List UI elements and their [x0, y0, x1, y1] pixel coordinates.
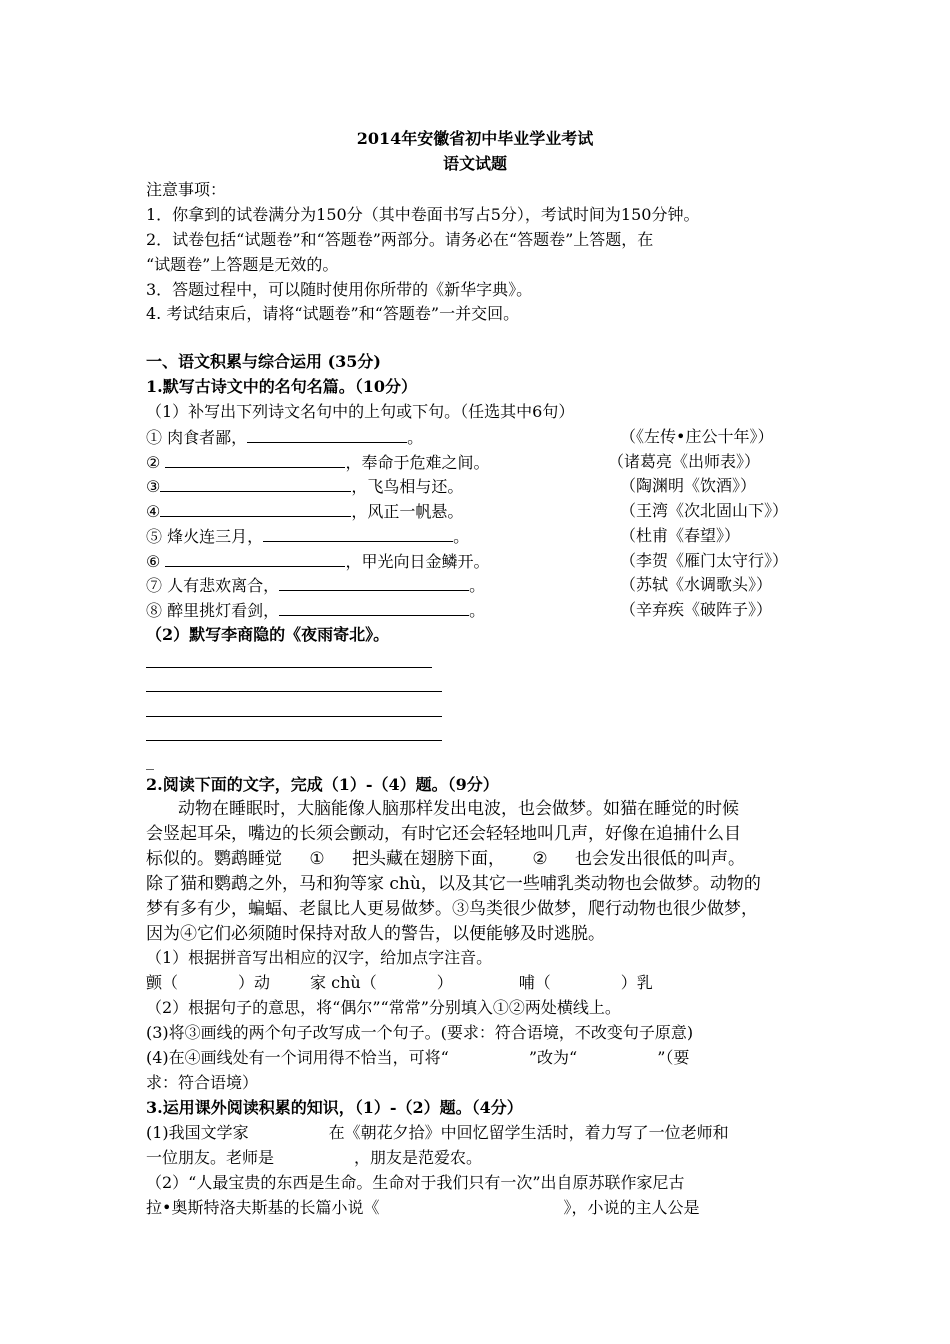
question-3-line: (1)我国文学家 在《朝花夕拾》中回忆留学生活时，着力写了一位老师和 — [146, 1123, 729, 1142]
blank-marker-2[interactable]: ② — [532, 849, 548, 869]
notice-item: 2．试卷包括“试题卷”和“答题卷”两部分。请务必在“答题卷”上答题，在 — [146, 230, 654, 249]
question-3-line: （2）“人最宝贵的东西是生命。生命对于我们只有一次”出自原苏联作家尼古 — [146, 1173, 685, 1192]
trailing-mark: _ — [146, 751, 154, 770]
answer-blank[interactable] — [160, 499, 351, 517]
answer-line[interactable] — [146, 667, 432, 668]
fill-line-3: ③ ，飞鸟相与还。 — [146, 474, 463, 499]
passage-line: 动物在睡眠时，大脑能像人脑那样发出电波，也会做梦。如猫在睡觉的时候 — [178, 799, 739, 819]
question-2-sub4-cont: 求：符合语境） — [146, 1073, 259, 1092]
exam-title: 2014年安徽省初中毕业学业考试 — [356, 129, 594, 148]
question-3-line: 一位朋友。老师是 ，朋友是范爱农。 — [146, 1148, 483, 1167]
passage-line: 除了猫和鹦鹉之外，马和狗等家 chù，以及其它一些哺乳类动物也会做梦。动物的 — [146, 874, 761, 894]
answer-blank[interactable] — [279, 573, 469, 591]
passage-line: 因为④它们必须随时保持对敌人的警告，以便能够及时逃脱。 — [146, 924, 605, 944]
question-3-line: 拉•奥斯特洛夫斯基的长篇小说《 》，小说的主人公是 — [146, 1198, 700, 1217]
answer-line[interactable] — [146, 740, 442, 741]
notice-item: 4. 考试结束后，请将“试题卷”和“答题卷”一并交回。 — [146, 304, 520, 323]
answer-blank[interactable] — [279, 598, 469, 616]
section-heading: 一、语文积累与综合运用 (35分) — [146, 352, 381, 371]
answer-blank[interactable] — [165, 450, 345, 468]
fill-line-7: ⑦ 人有悲欢离合， 。 — [146, 573, 485, 598]
fill-line-2: ② ，奉命于危难之间。 — [146, 450, 489, 475]
answer-line[interactable] — [146, 691, 442, 692]
source-citation: （辛弃疾《破阵子》） — [620, 600, 773, 619]
answer-line[interactable] — [146, 716, 442, 717]
fill-line-6: ⑥ ，甲光向日金鳞开。 — [146, 549, 489, 574]
notice-item: 1．你拿到的试卷满分为150分（其中卷面书写占5分），考试时间为150分钟。 — [146, 205, 700, 224]
source-citation: （杜甫《春望》） — [620, 526, 741, 545]
answer-blank[interactable] — [263, 524, 453, 542]
question-1-title: 1.默写古诗文中的名句名篇。（10分） — [146, 377, 417, 396]
answer-blank[interactable] — [247, 425, 407, 443]
question-2-sub2: （2）根据句子的意思，将“偶尔”“常常”分别填入①②两处横线上。 — [146, 998, 621, 1017]
source-citation: （王湾《次北固山下》） — [620, 501, 789, 520]
notice-heading: 注意事项： — [146, 180, 227, 199]
passage-line: 标似的。鹦鹉睡觉 ① 把头藏在翅膀下面， ② 也会发出很低的叫声。 — [146, 847, 745, 872]
blank-marker-1[interactable]: ① — [309, 849, 325, 869]
question-1-sub1: （1）补写出下列诗文名句中的上句或下句。（任选其中6句） — [146, 402, 575, 421]
notice-item: 3．答题过程中，可以随时使用你所带的《新华字典》。 — [146, 280, 533, 299]
source-citation: （苏轼《水调歌头》） — [620, 575, 773, 594]
source-citation: （《左传•庄公十年》） — [620, 427, 774, 446]
passage-line: 梦有多有少，蝙蝠、老鼠比人更易做梦。③鸟类很少做梦，爬行动物也很少做梦， — [146, 899, 758, 919]
source-citation: （诸葛亮《出师表》） — [608, 452, 761, 471]
question-3-title: 3.运用课外阅读积累的知识，（1）-（2）题。（4分） — [146, 1098, 523, 1117]
fill-line-1: ① 肉食者鄙， 。 — [146, 425, 423, 450]
source-citation: （陶渊明《饮酒》） — [620, 476, 757, 495]
question-2-sub1: （1）根据拼音写出相应的汉字，给加点字注音。 — [146, 948, 493, 967]
question-2-sub3: (3)将③画线的两个句子改写成一个句子。(要求：符合语境，不改变句子原意) — [146, 1023, 694, 1042]
notice-item: “试题卷”上答题是无效的。 — [146, 255, 339, 274]
fill-line-8: ⑧ 醉里挑灯看剑， 。 — [146, 598, 485, 623]
passage-line: 会竖起耳朵，嘴边的长须会颤动，有时它还会轻轻地叫几声，好像在追捕什么目 — [146, 824, 741, 844]
question-1-sub2: （2）默写李商隐的《夜雨寄北》。 — [146, 625, 390, 644]
answer-blank[interactable] — [165, 549, 345, 567]
source-citation: （李贺《雁门太守行》） — [620, 551, 789, 570]
pinyin-row: 颤（ ）动 家 chù（ ） 哺（ ）乳 — [146, 973, 653, 992]
answer-blank[interactable] — [160, 474, 351, 492]
fill-line-5: ⑤ 烽火连三月， 。 — [146, 524, 469, 549]
fill-line-4: ④ ，风正一帆悬。 — [146, 499, 463, 524]
question-2-sub4: (4)在④画线处有一个词用得不恰当，可将“ ”改为“ ”（要 — [146, 1048, 690, 1067]
exam-subtitle: 语文试题 — [442, 154, 507, 173]
question-2-title: 2.阅读下面的文字，完成（1）-（4）题。（9分） — [146, 775, 499, 794]
